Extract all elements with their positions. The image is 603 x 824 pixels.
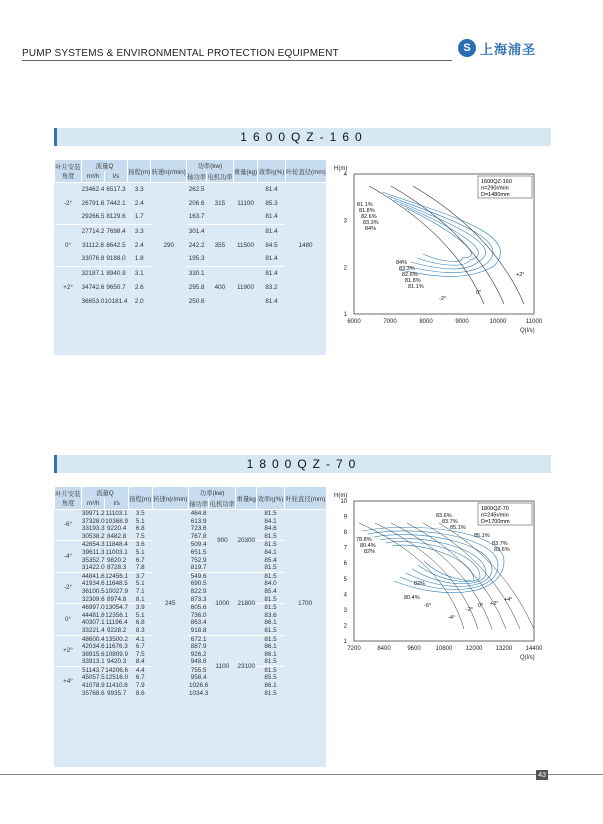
table-row (55, 183, 327, 197)
table-row (55, 510, 327, 518)
x-tick-label: 8000 (419, 319, 433, 325)
blade-angle-label: +2° (516, 272, 525, 278)
y-tick-label: 2 (343, 265, 347, 272)
shaft-power-cell: 605.6 (188, 604, 208, 612)
flow-m3-cell: 30538.2 (81, 532, 105, 540)
angle-cell: +2° (55, 267, 82, 309)
efficiency-cell: 84.6 (264, 525, 277, 533)
angle-cell: +4° (55, 666, 82, 697)
head-cell: 8.1 (135, 595, 145, 603)
y-tick-label: 3 (343, 607, 347, 614)
flow-m3-cell: 38915.6 (81, 650, 105, 658)
th-flow-ls: l/s (105, 171, 128, 183)
flow-ls-cell: 10027.9 (105, 587, 129, 595)
shaft-power-cell: 651.5 (190, 548, 207, 556)
head-cell: 5.1 (135, 611, 145, 619)
weight-cell: 23100 (236, 635, 257, 697)
efficiency-cell: 81.4 (265, 213, 278, 221)
efficiency-label: 82.6% (402, 272, 418, 278)
shaft-power-cell: 464.8 (188, 510, 208, 518)
head-cell: 4.1 (128, 635, 152, 643)
efficiency-label: 85.1% (474, 533, 490, 539)
y-tick-label: 1 (343, 312, 347, 318)
flow-ls-cell: 8940.9 (105, 267, 128, 281)
efficiency-cell: 85.3 (265, 199, 278, 207)
flow-ls-cell: 7442.1 (106, 199, 126, 207)
shaft-power-cell: 690.5 (190, 580, 207, 588)
impeller-cell: 1700 (284, 510, 326, 698)
legend-diameter: D=1700mm (481, 519, 510, 525)
shaft-power-cell: 1026.6 (189, 682, 209, 690)
angle-cell: -4° (55, 541, 82, 572)
shaft-power-cell: 767.8 (190, 532, 207, 540)
shaft-power-cell: 195.3 (188, 255, 205, 263)
flow-m3-cell: 46997.0 (81, 604, 105, 612)
th-flow-m3: m³/h (82, 498, 105, 510)
efficiency-cell: 81.5 (257, 604, 285, 612)
efficiency-cell: 81.4 (258, 267, 285, 281)
spec-table-1600qz-grid (54, 160, 326, 309)
flow-m3-cell: 35768.6 (81, 689, 105, 697)
performance-chart-1600qz (332, 160, 547, 340)
efficiency-label: 83.6% (494, 547, 510, 553)
flow-m3-cell: 44841.6 (81, 572, 105, 580)
efficiency-label: 81.1% (408, 284, 424, 290)
flow-m3-cell: 40307.1 (81, 619, 105, 627)
legend-diameter: D=1480mm (481, 192, 510, 198)
blade-angle-label: +2° (490, 601, 499, 607)
th-speed: 转速n(r/min) (152, 487, 188, 510)
page-number: 43 (536, 770, 548, 780)
efficiency-label: 82% (364, 549, 376, 555)
efficiency-label: 81.8% (405, 278, 421, 284)
flow-ls-cell: 12516.0 (105, 674, 129, 682)
th-speed: 转速n(r/min) (151, 160, 187, 183)
footer-divider (0, 774, 603, 775)
efficiency-cell: 81.5 (257, 541, 285, 549)
head-cell: 2.6 (134, 283, 144, 291)
shaft-power-cell: 958.4 (190, 674, 207, 682)
x-tick-label: 12000 (465, 646, 483, 652)
speed-cell: 290 (151, 183, 187, 309)
flow-m3-cell: 31112.8 (82, 241, 104, 249)
x-tick-label: 10000 (489, 319, 507, 325)
efficiency-cell: 81.5 (264, 595, 277, 603)
efficiency-cell: 85.4 (264, 556, 277, 564)
x-tick-label: 7200 (347, 646, 361, 652)
efficiency-cell: 84.1 (264, 517, 277, 525)
flow-m3-cell: 31422.0 (81, 564, 105, 572)
head-cell: 1.7 (134, 213, 144, 221)
x-tick-label: 7000 (383, 319, 397, 325)
flow-ls-cell: 11648.5 (105, 580, 128, 588)
efficiency-label: 82% (414, 581, 426, 587)
efficiency-label: 81.8% (359, 208, 375, 214)
motor-power-cell: 315 (207, 183, 233, 225)
head-cell: 8.4 (135, 658, 145, 666)
flow-ls-cell: 11848.4 (105, 541, 128, 549)
flow-ls-cell: 11410.8 (105, 682, 128, 690)
legend-speed: n=290r/min (481, 185, 509, 192)
angle-cell: -6° (55, 510, 82, 541)
y-tick-label: 3 (343, 218, 347, 225)
flow-ls-cell: 10181.4 (104, 297, 128, 305)
efficiency-label: 80.4% (360, 543, 376, 549)
flow-ls-cell: 9188.0 (106, 255, 126, 263)
flow-ls-cell: 12456.1 (105, 572, 129, 580)
head-cell: 3.3 (128, 225, 151, 239)
flow-m3-cell: 34742.6 (81, 283, 105, 291)
y-tick-label: 4 (343, 592, 347, 599)
flow-ls-cell: 7698.4 (105, 225, 128, 239)
y-tick-label: 5 (343, 576, 347, 583)
flow-m3-cell: 32187.1 (82, 267, 105, 281)
flow-ls-cell: 13500.2 (105, 635, 129, 643)
efficiency-label: 85.1% (450, 525, 466, 531)
shaft-power-cell: 262.5 (187, 183, 207, 197)
flow-ls-cell: 9935.7 (107, 689, 127, 697)
head-cell: 3.6 (128, 541, 152, 549)
blade-angle-label: 0° (476, 290, 482, 296)
th-power: 功率(kw) (187, 160, 234, 171)
efficiency-label: 78.8% (356, 537, 372, 543)
efficiency-label: 84% (365, 226, 377, 232)
flow-ls-cell: 10809.9 (105, 650, 129, 658)
th-flow: 流量Q (82, 487, 129, 498)
head-cell: 1.8 (134, 255, 144, 263)
head-cell: 7.8 (135, 564, 145, 572)
th-motor-power: 电机功率 (207, 171, 233, 183)
efficiency-cell: 81.5 (264, 564, 277, 572)
shaft-power-cell: 948.6 (190, 658, 207, 666)
efficiency-cell: 81.4 (258, 225, 285, 239)
th-angle: 叶片安装角度 (55, 160, 82, 183)
angle-cell: +2° (55, 635, 82, 666)
efficiency-cell: 81.5 (257, 510, 285, 518)
head-cell: 7.1 (135, 587, 145, 595)
blade-angle-label: 0° (478, 603, 484, 609)
flow-m3-cell: 44481.8 (81, 611, 105, 619)
shaft-power-cell: 613.9 (190, 517, 207, 525)
shaft-power-cell: 672.1 (188, 635, 208, 643)
flow-ls-cell: 6517.3 (105, 183, 128, 197)
flow-ls-cell: 8482.8 (107, 532, 127, 540)
efficiency-label: 81.1% (357, 202, 373, 208)
efficiency-label: 80.4% (404, 595, 420, 601)
efficiency-cell: 85.4 (264, 587, 277, 595)
efficiency-cell: 86.1 (264, 650, 277, 658)
efficiency-cell: 81.5 (257, 666, 285, 674)
spec-table-1600qz (54, 160, 326, 355)
efficiency-cell: 81.5 (264, 532, 277, 540)
y-tick-label: 7 (343, 545, 347, 552)
head-cell: 5.1 (135, 580, 145, 588)
flow-ls-cell: 11103.1 (105, 510, 128, 517)
efficiency-cell: 85.5 (264, 674, 277, 682)
motor-power-cell: 900 (209, 510, 236, 573)
efficiency-cell: 81.5 (264, 658, 277, 666)
head-cell: 3.9 (128, 604, 152, 612)
shaft-power-cell: 206.6 (188, 199, 205, 207)
head-cell: 2.4 (134, 199, 144, 207)
weight-cell: 21800 (236, 572, 257, 635)
flow-ls-cell: 12356.1 (105, 611, 129, 619)
impeller-cell: 1480 (285, 183, 326, 309)
blade-angle-label: -6° (424, 603, 432, 609)
legend-speed: n=245r/min (481, 512, 509, 519)
efficiency-cell: 81.5 (264, 626, 277, 634)
head-cell: 7.5 (135, 650, 145, 658)
flow-m3-cell: 39611.3 (82, 548, 105, 556)
speed-cell: 245 (152, 510, 188, 698)
blade-angle-label: -2° (466, 607, 474, 613)
shaft-power-cell: 755.5 (188, 666, 208, 674)
efficiency-label: 83.6% (436, 513, 452, 519)
x-tick-label: 6000 (347, 319, 361, 325)
y-tick-label: 4 (343, 172, 347, 178)
flow-m3-cell: 33221.4 (81, 626, 105, 634)
shaft-power-cell: 819.7 (190, 564, 207, 572)
flow-ls-cell: 8974.8 (107, 595, 127, 603)
y-axis-label: H(m) (334, 166, 348, 172)
weight-cell: 11500 (233, 225, 258, 267)
efficiency-cell: 81.5 (257, 572, 285, 580)
efficiency-cell: 83.6 (264, 611, 277, 619)
y-tick-label: 9 (343, 514, 347, 521)
head-cell: 6.8 (135, 619, 145, 627)
x-axis-label: Q(l/s) (520, 328, 535, 334)
weight-cell: 11100 (233, 183, 258, 225)
efficiency-label: 83.7% (492, 541, 508, 547)
th-impeller: 叶轮直径(mm) (285, 160, 326, 183)
legend-model: 1600QZ-160 (481, 179, 512, 185)
shaft-power-cell: 918.8 (190, 626, 207, 634)
shaft-power-cell: 301.4 (187, 225, 207, 239)
y-tick-label: 8 (343, 530, 347, 537)
th-flow-ls: l/s (105, 498, 128, 510)
th-motor-power: 电机功率 (209, 498, 236, 510)
flow-m3-cell: 33193.3 (81, 525, 105, 533)
head-cell: 3.3 (128, 183, 151, 197)
flow-ls-cell: 10368.9 (105, 517, 129, 525)
flow-m3-cell: 36653.0 (81, 297, 105, 305)
flow-ls-cell: 11676.3 (105, 643, 128, 651)
shaft-power-cell: 250.6 (188, 297, 205, 305)
flow-ls-cell: 8642.5 (106, 241, 126, 249)
legend-model: 1800QZ-70 (481, 506, 509, 512)
head-cell: 6.7 (135, 556, 145, 564)
shaft-power-cell: 509.4 (188, 541, 208, 549)
efficiency-label: 83.3% (399, 266, 415, 272)
th-weight: 重量(kg) (233, 160, 258, 183)
y-tick-label: 10 (340, 499, 347, 505)
th-efficiency: 效率η(%) (257, 487, 285, 510)
efficiency-cell: 86.1 (264, 643, 277, 651)
flow-ls-cell: 8728.3 (107, 564, 127, 572)
th-shaft-power: 轴功率 (187, 171, 207, 183)
flow-ls-cell: 9228.2 (107, 626, 127, 634)
flow-m3-cell: 33076.8 (81, 255, 105, 263)
th-shaft-power: 轴功率 (188, 498, 208, 510)
angle-cell: 0° (55, 604, 82, 635)
shaft-power-cell: 736.0 (190, 611, 207, 619)
th-head: 扬程(m) (128, 160, 151, 183)
efficiency-label: 83.7% (442, 519, 458, 525)
angle-cell: -2° (55, 183, 82, 225)
motor-power-cell: 1000 (209, 572, 236, 635)
flow-m3-cell: 26791.6 (81, 199, 105, 207)
y-axis-label: H(m) (334, 493, 348, 499)
blade-angle-label: -4° (448, 615, 456, 621)
flow-m3-cell: 33913.1 (81, 658, 105, 666)
flow-ls-cell: 8129.6 (106, 213, 126, 221)
flow-m3-cell: 36100.5 (81, 587, 105, 595)
x-tick-label: 9600 (407, 646, 421, 652)
shaft-power-cell: 549.6 (188, 572, 208, 580)
x-tick-label: 10800 (435, 646, 453, 652)
shaft-power-cell: 1034.3 (189, 689, 209, 697)
y-tick-label: 6 (343, 561, 347, 568)
flow-m3-cell: 48600.4 (81, 635, 105, 643)
th-impeller: 叶轮直径(mm) (284, 487, 326, 510)
head-cell: 8.3 (135, 626, 145, 634)
x-tick-label: 14400 (525, 646, 543, 652)
efficiency-cell: 86.1 (264, 682, 277, 690)
flow-ls-cell: 11003.1 (105, 548, 128, 556)
flow-m3-cell: 42654.3 (81, 541, 105, 549)
spec-table-1800qz-grid (54, 487, 326, 697)
efficiency-cell: 81.5 (264, 689, 277, 697)
shaft-power-cell: 822.9 (190, 587, 207, 595)
head-cell: 6.8 (135, 525, 145, 533)
x-tick-label: 9000 (455, 319, 469, 325)
section-title-1600qz: 1600QZ-160 (54, 128, 551, 146)
angle-cell: -2° (55, 572, 82, 603)
th-head: 扬程(m) (128, 487, 152, 510)
y-tick-label: 1 (343, 639, 347, 645)
efficiency-label: 84% (396, 260, 408, 266)
flow-m3-cell: 42034.6 (81, 643, 105, 651)
weight-cell: 20300 (236, 510, 257, 573)
x-axis-label: Q(l/s) (520, 655, 535, 661)
efficiency-cell: 84.0 (264, 580, 277, 588)
efficiency-label: 82.6% (361, 214, 377, 220)
flow-m3-cell: 51143.7 (82, 666, 105, 674)
efficiency-cell: 81.4 (265, 255, 278, 263)
shaft-power-cell: 873.3 (190, 595, 207, 603)
head-cell: 6.7 (135, 643, 145, 651)
efficiency-cell: 81.4 (265, 297, 278, 305)
shaft-power-cell: 163.7 (188, 213, 205, 221)
flow-m3-cell: 27714.2 (82, 225, 105, 239)
flow-m3-cell: 35352.7 (81, 556, 105, 564)
head-cell: 5.1 (135, 517, 145, 525)
flow-m3-cell: 41934.6 (81, 580, 105, 588)
th-power: 功率(kw) (188, 487, 235, 498)
th-efficiency: 效率η(%) (258, 160, 285, 183)
head-cell: 6.7 (135, 674, 145, 682)
head-cell: 7.5 (135, 532, 145, 540)
blade-angle-label: +4° (504, 597, 513, 603)
flow-m3-cell: 45057.5 (81, 674, 105, 682)
flow-ls-cell: 9650.7 (106, 283, 126, 291)
efficiency-cell: 83.2 (265, 283, 278, 291)
flow-m3-cell: 23462.4 (82, 183, 105, 197)
efficiency-cell: 84.5 (265, 241, 278, 249)
head-cell: 2.4 (134, 241, 144, 249)
motor-power-cell: 400 (207, 267, 233, 309)
logo-text: 上海浦圣 (480, 41, 537, 57)
x-tick-label: 13200 (495, 646, 513, 652)
efficiency-cell: 81.5 (257, 635, 285, 643)
th-angle: 叶片安装角度 (55, 487, 82, 510)
section-title-1800qz: 1800QZ-70 (54, 455, 551, 473)
motor-power-cell: 1100 (209, 635, 236, 697)
shaft-power-cell: 926.2 (190, 650, 207, 658)
flow-m3-cell: 41078.9 (81, 682, 105, 690)
head-cell: 2.0 (134, 297, 144, 305)
blade-angle-label: -2° (439, 296, 447, 302)
flow-ls-cell: 9820.2 (107, 556, 127, 564)
spec-table-1800qz (54, 487, 326, 767)
head-cell: 7.9 (135, 682, 145, 690)
flow-ls-cell: 9420.3 (107, 658, 127, 666)
head-cell: 3.7 (128, 572, 152, 580)
head-cell: 3.5 (128, 510, 152, 518)
efficiency-cell: 86.1 (264, 619, 277, 627)
shaft-power-cell: 242.2 (188, 241, 205, 249)
x-tick-label: 11000 (525, 319, 543, 325)
header-divider (22, 60, 452, 61)
flow-m3-cell: 29266.5 (81, 213, 105, 221)
th-flow-m3: m³/h (82, 171, 105, 183)
flow-ls-cell: 11196.4 (105, 619, 128, 627)
angle-cell: 0° (55, 225, 82, 267)
motor-power-cell: 355 (207, 225, 233, 267)
head-cell: 3.1 (128, 267, 151, 281)
th-flow: 流量Q (82, 160, 128, 171)
efficiency-cell: 84.1 (264, 548, 277, 556)
flow-m3-cell: 37328.0 (81, 517, 105, 525)
x-tick-label: 8400 (377, 646, 391, 652)
logo-mark-icon: S (458, 39, 476, 57)
flow-ls-cell: 9220.4 (107, 525, 127, 533)
head-cell: 5.1 (135, 548, 145, 556)
th-weight: 重量kg (236, 487, 257, 510)
performance-chart-1800qz (332, 487, 547, 667)
head-cell: 4.4 (128, 666, 152, 674)
shaft-power-cell: 752.9 (190, 556, 207, 564)
head-cell: 8.6 (135, 689, 145, 697)
flow-ls-cell: 13054.7 (105, 604, 129, 612)
efficiency-label: 83.3% (363, 220, 379, 226)
weight-cell: 11900 (233, 267, 258, 309)
shaft-power-cell: 887.9 (190, 643, 207, 651)
flow-m3-cell: 32309.6 (81, 595, 105, 603)
flow-ls-cell: 14206.6 (105, 666, 129, 674)
shaft-power-cell: 330.1 (187, 267, 207, 281)
flow-m3-cell: 39971.2 (81, 510, 105, 517)
company-logo (458, 38, 578, 58)
efficiency-cell: 81.4 (258, 183, 285, 197)
y-tick-label: 2 (343, 623, 347, 630)
shaft-power-cell: 723.6 (190, 525, 207, 533)
shaft-power-cell: 863.4 (190, 619, 207, 627)
header-title: PUMP SYSTEMS & ENVIRONMENTAL PROTECTION EQUIPMENT (22, 48, 339, 59)
shaft-power-cell: 295.8 (188, 283, 205, 291)
